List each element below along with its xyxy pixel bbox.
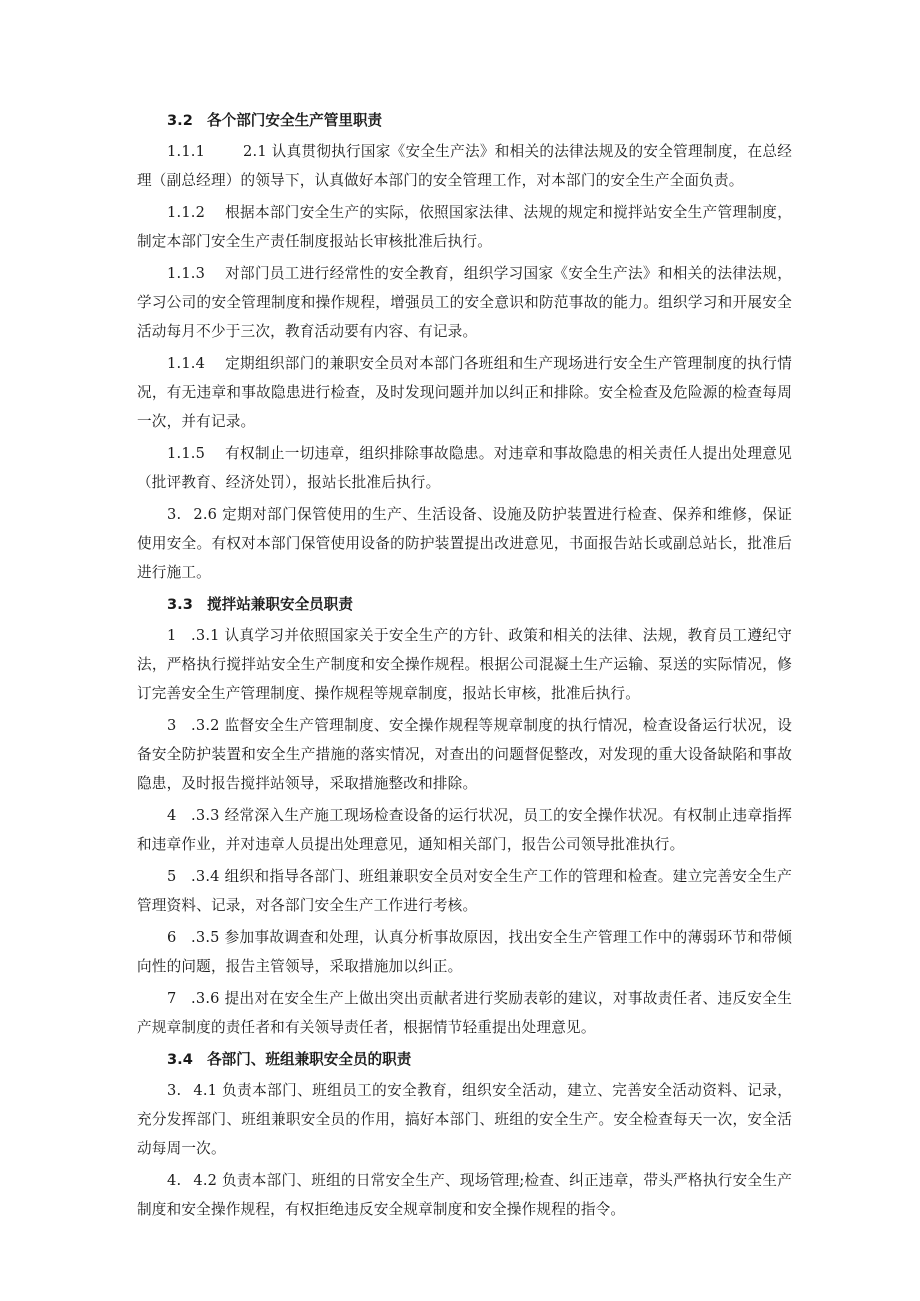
item-text: 有权制止一切违章，组织排除事故隐患。对违章和事故隐患的相关责任人提出处理意见（批评教育、经济处罚），报站长批准后执行。 xyxy=(137,445,792,491)
paragraph xyxy=(137,259,792,346)
paragraph xyxy=(137,137,792,195)
item-number: 3. xyxy=(167,1082,182,1099)
item-text: 根据本部门安全生产的实际，依照国家法律、法规的规定和搅拌站安全生产管理制度，制定本部门安全生产责任制度报站长审核批准后执行。 xyxy=(137,204,792,250)
item-text: .3.1 认真学习并依照国家关于安全生产的方针、政策和相关的法律、法规，教育员工遵纪守法，严格执行搅拌站安全生产制度和安全操作规程。根据公司混凝土生产运输、泵送的实际情况，修订完善安全生产管理制度、操作规程等规章制度，报站长审核，批准后执行。 xyxy=(137,627,792,702)
section-heading-3-4 xyxy=(137,1045,792,1074)
paragraph xyxy=(137,801,792,859)
item-number: 3 xyxy=(167,717,177,734)
paragraph xyxy=(137,349,792,436)
item-text: 4.1 负责本部门、班组员工的安全教育，组织安全活动，建立、完善安全活动资料、记录，充分发挥部门、班组兼职安全员的作用，搞好本部门、班组的安全生产。安全检查每天一次，安全活动每周一次。 xyxy=(137,1082,792,1157)
section-title: 搅拌站兼职安全员职责 xyxy=(207,596,353,613)
item-text: 2.6 定期对部门保管使用的生产、生活设备、设施及防护装置进行检查、保养和维修，保证使用安全。有权对本部门保管使用设备的防护装置提出改进意见，书面报告站长或副总站长，批准后进行施工。 xyxy=(137,506,792,581)
item-number: 4 xyxy=(167,807,177,824)
item-number: 5 xyxy=(167,868,177,885)
item-number: 1.1.2 xyxy=(167,204,206,221)
item-number: 7 xyxy=(167,990,177,1007)
item-text: .3.3 经常深入生产施工现场检查设备的运行状况，员工的安全操作状况。有权制止违章指挥和违章作业，并对违章人员提出处理意见，通知相关部门，报告公司领导批准执行。 xyxy=(137,807,792,853)
item-text: .3.4 组织和指导各部门、班组兼职安全员对安全生产工作的管理和检查。建立完善安全生产管理资料、记录，对各部门安全生产工作进行考核。 xyxy=(137,868,792,914)
section-number: 3.3 xyxy=(167,596,193,613)
paragraph xyxy=(137,439,792,497)
paragraph xyxy=(137,1076,792,1163)
item-number: 6 xyxy=(167,929,177,946)
paragraph xyxy=(137,984,792,1042)
section-title: 各部门、班组兼职安全员的职责 xyxy=(207,1051,412,1068)
item-number: 1.1.4 xyxy=(167,355,206,372)
section-number: 3.4 xyxy=(167,1051,193,1068)
section-number: 3.2 xyxy=(167,112,193,129)
document-body xyxy=(137,106,792,1227)
item-number: 1.1.5 xyxy=(167,445,206,462)
paragraph xyxy=(137,711,792,798)
item-number: 1.1.3 xyxy=(167,265,206,282)
item-text: .3.2 监督安全生产管理制度、安全操作规程等规章制度的执行情况，检查设备运行状况，设备安全防护装置和安全生产措施的落实情况，对查出的问题督促整改，对发现的重大设备缺陷和事故隐患，及时报告搅拌站领导，采取措施整改和排除。 xyxy=(137,717,792,792)
paragraph xyxy=(137,923,792,981)
item-text: 定期组织部门的兼职安全员对本部门各班组和生产现场进行安全生产管理制度的执行情况，有无违章和事故隐患进行检查，及时发现问题并加以纠正和排除。安全检查及危险源的检查每周一次，并有记录。 xyxy=(137,355,792,430)
item-text: .3.6 提出对在安全生产上做出突出贡献者进行奖励表彰的建议，对事故责任者、违反安全生产规章制度的责任者和有关领导责任者，根据情节轻重提出处理意见。 xyxy=(137,990,792,1036)
section-heading-3-2 xyxy=(137,106,792,135)
item-number: 1.1.1 xyxy=(167,143,206,160)
paragraph xyxy=(137,1166,792,1224)
paragraph xyxy=(137,862,792,920)
paragraph xyxy=(137,621,792,708)
paragraph xyxy=(137,198,792,256)
item-number: 4. xyxy=(167,1172,182,1189)
item-number: 1 xyxy=(167,627,177,644)
item-text: 4.2 负责本部门、班组的日常安全生产、现场管理;检查、纠正违章，带头严格执行安全生产制度和安全操作规程，有权拒绝违反安全规章制度和安全操作规程的指令。 xyxy=(137,1172,792,1218)
section-title: 各个部门安全生产管里职责 xyxy=(207,112,383,129)
section-heading-3-3 xyxy=(137,590,792,619)
item-text: .3.5 参加事故调查和处理，认真分析事故原因，找出安全生产管理工作中的薄弱环节和带倾向性的问题，报告主管领导，采取措施加以纠正。 xyxy=(137,929,792,975)
item-text: 2.1 认真贯彻执行国家《安全生产法》和相关的法律法规及的安全管理制度，在总经理（副总经理）的领导下，认真做好本部门的安全管理工作，对本部门的安全生产全面负责。 xyxy=(137,143,792,189)
paragraph xyxy=(137,500,792,587)
item-text: 对部门员工进行经常性的安全教育，组织学习国家《安全生产法》和相关的法律法规，学习公司的安全管理制度和操作规程，增强员工的安全意识和防范事故的能力。组织学习和开展安全活动每月不少于三次，教育活动要有内容、有记录。 xyxy=(137,265,792,340)
item-number: 3. xyxy=(167,506,182,523)
